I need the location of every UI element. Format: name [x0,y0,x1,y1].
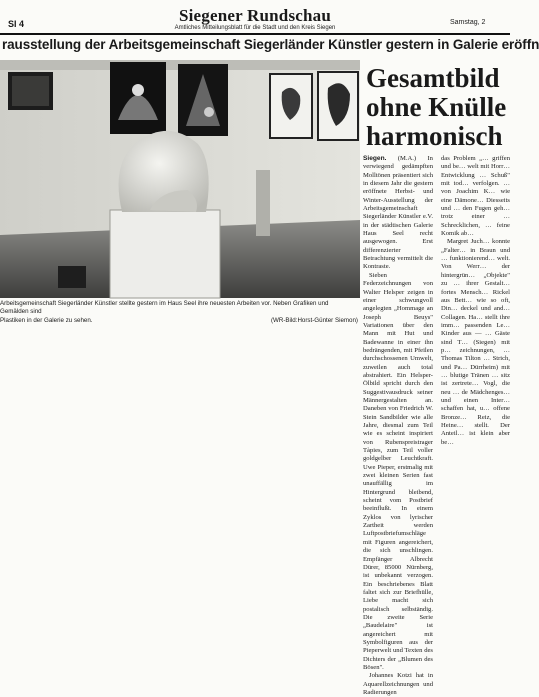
photo-credit: (WR-Bild:Horst-Günter Siemon) [271,316,358,324]
article-paragraph: das Problem „… griffen und be… welt mit Horr… Entwicklung … Schuß" mit tod… verfolgen. … von Joachim K… wie eine Dämone… Diesseits und … den Fugen geh… trotz einer … Schrecklichen, … feine Komik ab… [441,155,510,238]
newspaper-subtitle: Amtliches Mitteilungsblatt für die Stadt und den Kreis Siegen [174,25,336,31]
caption-text-2: Plastiken in der Galerie zu sehen. [0,316,93,324]
gallery-scene-image [0,60,360,298]
article-dateline: Siegen. [363,155,387,162]
article-headline-line-3: harmonisch [366,121,503,151]
photo-caption [0,300,358,325]
page-number: SI 4 [8,19,25,29]
article-paragraph: Johannes Kotzi hat in Aquarellzeichnungen und Radierungen [363,672,433,696]
issue-date: Samstag, 2 [450,19,486,26]
article-paragraph: Margret Juch… konnte „Falter… in Braun und … funktionierend… welt. Von Werr… der hintergrün… „Objekte" zu … ihrer Gestalt… fortes Mensch… Rickel aus Bett… wie so oft, Din… deckel und and… Collagen. Ha… stellt ihre imm… passenden Le… Kinder aus — … Gäste sind T… (Siegen) mit p… zeichnungen, … Thomas Tilton … Strich, und Pa… Dürrheim) mit … blutige Tränen … sitz ist zertrete… Vogl, die neu … de Mädchenges… und einen Inter… schaffen hat, u… offene Bronze… Reiz, die Heine… stellt. Der Anteil… ist klein aber be… [441,238,510,446]
article-headline-line-2: ohne Knülle [366,92,507,122]
article-paragraph: Sieben Federzeichnungen von Walter Helsper zeigen in einer schwungvoll angelegten „Hommage an Joseph Beuys" Variationen über den Mann mit Hut und Badewanne in einer ihn bedrängenden, mit Pfeilen durchschossenen Umwelt, zuweilen auch total abstrahiert. Ein Helsper-Ölbild spricht durch den Suggestivausdruck seiner Männergestalten an. Daneben von Friedrich W. Stein Sandbilder wie alle Jahre, diesmal zum Teil wie es scheint inspiriert von Rubenspreistrager Tàpies, zum Teil voller goldgelber Leuchtkraft. Uwe Pieper, erstmalig mit zwei kleinen Serien fast unauffällig im Hintergrund bleibend, scheint vom Postbrief beeinflußt. In einem Zyklos von lyrischer Zartheit werden Luftpostbriefumschläge mit Figuren angereichert, die sich unschlingen. Empfänger Albrecht Dürer, 85000 Nürnberg, ist unbekannt verzogen. Ein beschriebenes Blatt faltet sich zur Briefhülle, Liebe macht sich postalisch selbständig. Die zweite Serie „Baudelaire" ist angereichert mit Symbolfiguren aus der Pieperwelt und Texten des Dichters der „Blumen des Bösen". [363,271,433,671]
page-headline: rausstellung der Arbeitsgemeinschaft Siegerländer Künstler gestern in Galerie eröffn [2,37,539,52]
article-paragraph: (M.A.) In verwiegend gedämpften Molltönen präsentiert sich in diesem Jahr die gestern eröffnete Herbst- und Winter-Ausstellung der Arbeitsgemeinschaft Siegerländer Künstler e.V. in der städtischen Galerie Haus Seel recht ausgewogen. Erst differenzierter Betrachtung vermittelt die Kontraste. [363,155,433,271]
masthead-rule [0,33,510,35]
caption-text-1: Arbeitsgemeinschaft Siegerländer Künstler stellte gestern im Haus Seel ihre neuesten Arbeiten vor. Neben Grafiken und Gemälden sind [0,300,329,316]
newspaper-title: Siegener Rundschau [178,6,332,25]
exhibition-photo [0,60,360,298]
article-headline [366,64,506,151]
article-headline-line-1: Gesamtbild [366,63,500,93]
article-column-1 [363,155,433,696]
article-column-2 [441,155,510,507]
